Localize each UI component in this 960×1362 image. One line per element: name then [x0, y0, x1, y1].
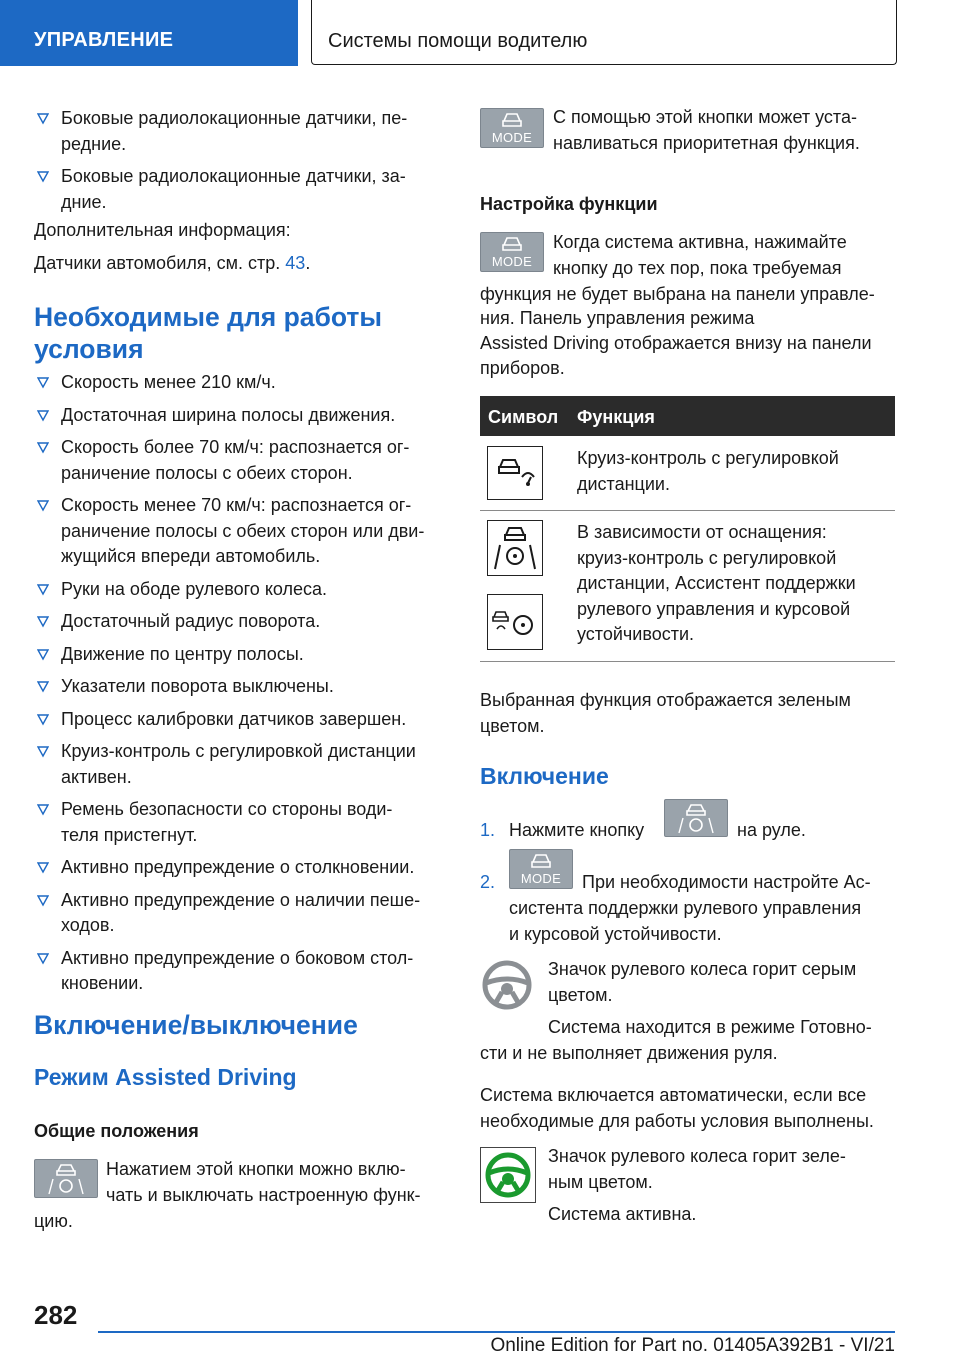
mode-line2: навливаться приоритетная функция.: [553, 133, 860, 153]
table-bottom-line: [480, 661, 895, 662]
bullet-triangle-icon: [37, 441, 49, 453]
list-item: Активно предупреждение о столкновении.: [61, 857, 415, 877]
row1-line1: Круиз-контроль с регулировкой: [577, 448, 839, 468]
list-item: Процесс калибровки датчиков завершен.: [61, 708, 407, 729]
conditions-heading-line2: условия: [34, 334, 144, 364]
steering-wheel-green-icon: [480, 1147, 536, 1203]
bullet-triangle-icon: [37, 583, 49, 595]
list-item: Боковые радиолокационные датчики, пе-: [61, 108, 408, 128]
table-col-symbol: Символ: [488, 407, 559, 427]
list-item: теля пристегнут.: [61, 824, 198, 845]
general-line3: цию.: [34, 1211, 73, 1231]
mode-line1: С помощью этой кнопки может уста-: [553, 107, 857, 127]
bullet-triangle-icon: [37, 648, 49, 660]
bullet-triangle-icon: [37, 803, 49, 815]
mode-button-inline-icon: [509, 849, 573, 889]
steering-wheel-gray-icon: [480, 958, 534, 1012]
mode-heading: Режим Assisted Driving: [34, 1064, 297, 1090]
step2-line1: При необходимости настройте Ас-: [582, 872, 871, 892]
general-line1: Нажатием этой кнопки можно вклю-: [106, 1159, 406, 1179]
steering-assist-icon: [35, 1160, 97, 1197]
bullet-triangle-icon: [37, 499, 49, 511]
list-item: Движение по центру полосы.: [61, 643, 304, 664]
header-chapter-title: Системы помощи водителю: [328, 30, 588, 52]
green-line2: ным цветом.: [548, 1172, 653, 1192]
list-item: редние.: [61, 133, 127, 154]
acc-steering-symbol-icon: [487, 594, 543, 650]
list-item: Активно предупреждение о наличии пеше-: [61, 889, 421, 910]
list-item: Достаточный радиус поворота.: [61, 611, 321, 631]
list-item: раничение полосы с обеих сторон.: [61, 462, 353, 483]
auto-line1: Система включается автоматически, если все: [480, 1085, 867, 1105]
enable-heading: Включение: [480, 763, 609, 789]
green-line1: Значок рулевого колеса горит зеле-: [548, 1146, 846, 1166]
mode-label: MODE: [491, 130, 533, 145]
setup-line6: приборов.: [480, 358, 565, 378]
list-item: Активно предупреждение о боковом стол-: [61, 947, 414, 968]
bullet-triangle-icon: [37, 112, 49, 124]
step2-number: 2.: [480, 872, 496, 892]
general-line2: чать и выключать настроенную функ-: [106, 1185, 421, 1205]
acc-symbol-icon: [487, 446, 543, 500]
page-link[interactable]: 43: [285, 253, 306, 273]
mode-label: MODE: [491, 254, 533, 269]
row2-line: В зависимости от оснащения:: [577, 522, 827, 542]
list-item: раничение полосы с обеих сторон или дви-: [61, 520, 425, 541]
row2-line: круиз-контроль с регулировкой: [577, 547, 837, 568]
active-line: Система активна.: [548, 1204, 697, 1224]
mode-button-icon-2: [480, 232, 544, 272]
page-number: 282: [34, 1300, 78, 1330]
assist-button-icon: [34, 1159, 98, 1198]
setup-line4: ния. Панель управления режима: [480, 308, 755, 328]
setup-line3: функция не будет выбрана на панели управле-: [480, 284, 875, 304]
auto-line2: необходимые для работы условия выполнены.: [480, 1111, 874, 1131]
step1-text-a: Нажмите кнопку: [509, 820, 645, 840]
list-item: Достаточная ширина полосы движения.: [61, 404, 396, 425]
bullet-triangle-icon: [37, 170, 49, 182]
list-item: Ремень безопасности со стороны води-: [61, 799, 393, 819]
general-heading: Общие положения: [34, 1121, 199, 1141]
row2-line: дистанции, Ассистент поддержки: [577, 573, 856, 593]
list-item: Скорость более 70 км/ч: распознается ог-: [61, 437, 410, 457]
row2-line: устойчивости.: [577, 624, 695, 644]
table-header: [480, 396, 895, 436]
row2-line: рулевого управления и курсовой: [577, 598, 851, 619]
setup-line2: кнопку до тех пор, пока требуемая: [553, 258, 842, 278]
ready-line2: сти и не выполняет движения руля.: [480, 1043, 778, 1063]
header-section-tab: [0, 0, 298, 66]
bullet-triangle-icon: [37, 680, 49, 692]
list-item: Боковые радиолокационные датчики, за-: [61, 166, 406, 186]
bullet-triangle-icon: [37, 409, 49, 421]
list-item: Руки на ободе рулевого колеса.: [61, 578, 328, 599]
table-divider: [480, 510, 895, 511]
bullet-triangle-icon: [37, 745, 49, 757]
bullet-triangle-icon: [37, 376, 49, 388]
step2-line3: и курсовой устойчивости.: [509, 924, 722, 944]
ready-line1: Система находится в режиме Готовно-: [548, 1017, 872, 1037]
footer-edition: Online Edition for Part no. 01405A392B1 - VI/21: [490, 1335, 895, 1356]
list-item: Указатели поворота выключены.: [61, 676, 334, 696]
gray-line2: цветом.: [548, 985, 613, 1005]
list-item: дние.: [61, 191, 107, 212]
assist-button-inline-icon: [664, 799, 728, 837]
header-chapter-tab: [311, 0, 897, 65]
step1-text-b: на руле.: [737, 820, 806, 840]
bullet-triangle-icon: [37, 615, 49, 627]
info-end: .: [305, 253, 311, 273]
list-item: активен.: [61, 766, 132, 787]
info-label: Дополнительная информация:: [34, 220, 291, 240]
setup-heading: Настройка функции: [480, 194, 658, 214]
step2-line2: систента поддержки рулевого управления: [509, 898, 862, 918]
steering-assist-symbol-icon: [487, 520, 543, 576]
list-item: ходов.: [61, 915, 115, 935]
mode-label: MODE: [520, 871, 562, 886]
row1-line2: дистанции.: [577, 474, 670, 494]
setup-line1: Когда система активна, нажимайте: [553, 232, 847, 252]
onoff-heading: Включение/выключение: [34, 1010, 358, 1040]
bullet-triangle-icon: [37, 952, 49, 964]
mode-button-icon: [480, 108, 544, 148]
conditions-heading-line1: Необходимые для работы: [34, 302, 383, 332]
setup-line5: Assisted Driving отображается внизу на панели: [480, 333, 872, 353]
gray-line1: Значок рулевого колеса горит серым: [548, 959, 857, 979]
bullet-triangle-icon: [37, 713, 49, 725]
step1-number: 1.: [480, 820, 496, 840]
table-col-function: Функция: [577, 407, 655, 427]
footer-divider: [98, 1331, 895, 1333]
selected-line2: цветом.: [480, 716, 545, 736]
list-item: кновении.: [61, 973, 144, 993]
selected-line1: Выбранная функция отображается зеленым: [480, 690, 851, 710]
conditions-heading: [34, 301, 382, 365]
bullet-triangle-icon: [37, 861, 49, 873]
info-reference: [34, 251, 310, 277]
list-item: жущийся впереди автомобиль.: [61, 546, 321, 566]
header-section-title: УПРАВЛЕНИЕ: [34, 29, 174, 51]
list-item: Скорость менее 210 км/ч.: [61, 372, 276, 392]
info-text: Датчики автомобиля, см. стр.: [34, 253, 281, 273]
list-item: Круиз-контроль с регулировкой дистанции: [61, 741, 416, 761]
list-item: Скорость менее 70 км/ч: распознается ог-: [61, 495, 412, 515]
bullet-triangle-icon: [37, 894, 49, 906]
